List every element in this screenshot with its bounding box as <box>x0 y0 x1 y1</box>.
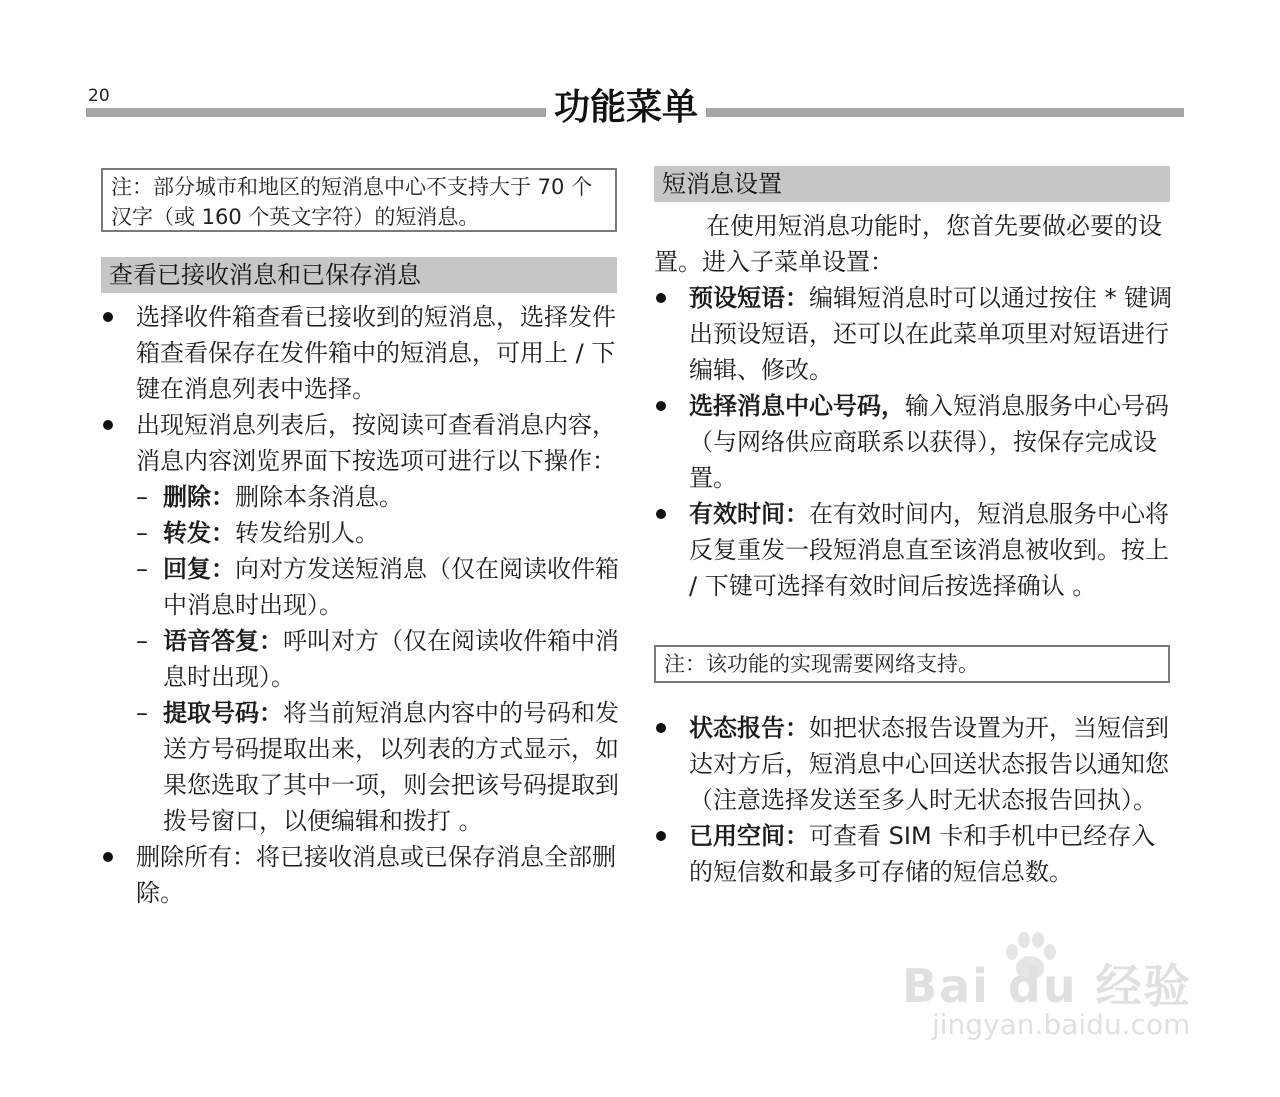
intro-paragraph: 在使用短消息功能时，您首先要做必要的设置。进入子菜单设置： <box>654 212 1162 276</box>
dash-icon: – <box>136 519 148 547</box>
section-title-sms-settings: 短消息设置 <box>654 166 1170 202</box>
bullet-text: 出现短消息列表后，按阅读可查看消息内容，消息内容浏览界面下按选项可进行以下操作： <box>136 411 616 475</box>
bullet-term: 选择消息中心号码， <box>689 392 905 420</box>
right-column-body-top <box>654 208 1174 604</box>
bullet-icon <box>656 509 666 519</box>
bullet-text: 输入短消息服务中心号码（与网络供应商联系以获得），按保存完成设置。 <box>689 392 1169 492</box>
dash-icon: – <box>136 699 148 727</box>
watermark-url: jingyan.baidu.com <box>932 1008 1191 1041</box>
bullet-icon <box>103 852 113 862</box>
sub-text: 呼叫对方（仅在阅读收件箱中消息时出现）。 <box>163 627 619 691</box>
bullet-text: 在有效时间内，短消息服务中心将反复重发一段短消息直至该消息被收到。按上 / 下键可选择有效时间后按选择确认 。 <box>689 500 1169 600</box>
left-column-body <box>101 299 621 911</box>
bullet-icon <box>656 293 666 303</box>
bullet-icon <box>103 420 113 430</box>
sub-term: 提取号码： <box>163 699 283 727</box>
sub-term: 回复： <box>163 555 235 583</box>
sub-list <box>101 479 621 839</box>
bullet-text: 选择收件箱查看已接收到的短消息，选择发件箱查看保存在发件箱中的短消息，可用上 / 下键在消息列表中选择。 <box>136 303 616 403</box>
bullet-icon <box>656 401 666 411</box>
list-item <box>101 299 621 407</box>
right-column-body-bottom <box>654 710 1174 890</box>
sub-term: 转发： <box>163 519 235 547</box>
note-box-left: 注：部分城市和地区的短消息中心不支持大于 70 个汉字（或 160 个英文字符）的短消息。 <box>101 168 617 232</box>
bullet-icon <box>656 831 666 841</box>
sub-term: 删除： <box>163 483 235 511</box>
list-item <box>101 839 621 911</box>
sub-list-item <box>101 551 621 623</box>
sub-list-item <box>101 695 621 839</box>
dash-icon: – <box>136 627 148 655</box>
sub-list-item <box>101 623 621 695</box>
list-item <box>654 710 1174 818</box>
sub-text: 删除本条消息。 <box>235 483 403 511</box>
list-item <box>101 407 621 479</box>
sub-text: 向对方发送短消息（仅在阅读收件箱中消息时出现）。 <box>163 555 619 619</box>
list-item <box>654 388 1174 496</box>
bullet-term: 状态报告： <box>689 714 809 742</box>
baidu-watermark <box>902 930 1202 1050</box>
sub-list-item <box>101 479 621 515</box>
bullet-text: 编辑短消息时可以通过按住 * 键调出预设短语，还可以在此菜单项里对短语进行编辑、修改。 <box>689 284 1173 384</box>
page-number: 20 <box>88 86 110 106</box>
bullet-term: 已用空间： <box>689 822 809 850</box>
bullet-text: 可查看 SIM 卡和手机中已经存入的短信数和最多可存储的短信总数。 <box>689 822 1156 886</box>
list-item <box>654 280 1174 388</box>
sub-text: 将当前短消息内容中的号码和发送方号码提取出来，以列表的方式显示，如果您选取了其中一项，则会把该号码提取到拨号窗口，以便编辑和拨打 。 <box>163 699 619 835</box>
sub-term: 语音答复： <box>163 627 283 655</box>
watermark-logo-text: Bai du 经验 <box>902 959 1192 1013</box>
list-item <box>654 496 1174 604</box>
bullet-icon <box>103 312 113 322</box>
dash-icon: – <box>136 555 148 583</box>
dash-icon: – <box>136 483 148 511</box>
bullet-term: 预设短语： <box>689 284 809 312</box>
section-title-view-messages: 查看已接收消息和已保存消息 <box>101 257 617 293</box>
bullet-icon <box>656 723 666 733</box>
sub-text: 转发给别人。 <box>235 519 379 547</box>
bullet-term: 有效时间： <box>689 500 809 528</box>
bullet-text: 如把状态报告设置为开，当短信到达对方后，短消息中心回送状态报告以通知您（注意选择发送至多人时无状态报告回执）。 <box>689 714 1169 814</box>
list-item <box>654 818 1174 890</box>
bullet-text: 删除所有：将已接收消息或已保存消息全部删除。 <box>136 843 616 907</box>
note-box-right: 注：该功能的实现需要网络支持。 <box>654 645 1170 683</box>
sub-list-item <box>101 515 621 551</box>
page-title: 功能菜单 <box>546 84 706 132</box>
